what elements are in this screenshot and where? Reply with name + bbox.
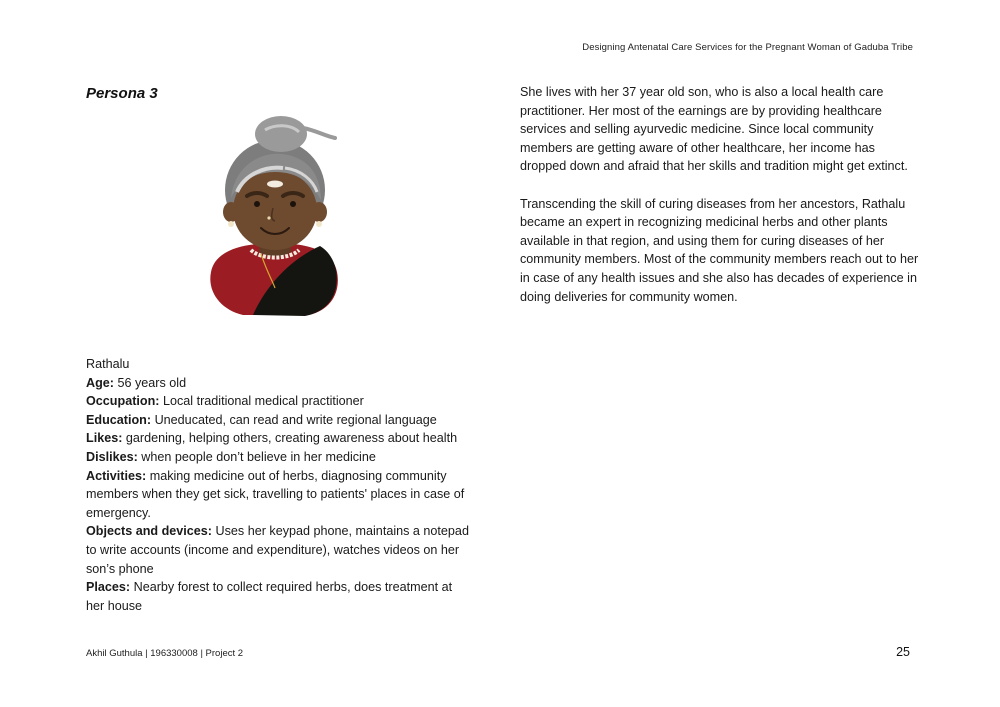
- field-label: Likes:: [86, 431, 123, 446]
- field-value: Local traditional medical practitioner: [159, 394, 364, 409]
- profile-activities: [86, 467, 471, 523]
- field-label: Occupation:: [86, 394, 160, 409]
- profile-places: [86, 578, 471, 615]
- field-label: Education:: [86, 412, 152, 427]
- field-value: gardening, helping others, creating awareness about health: [122, 431, 458, 446]
- field-value: 56 years old: [114, 375, 187, 390]
- page-number: 25: [896, 645, 910, 659]
- profile-age: [86, 374, 471, 393]
- field-label: Objects and devices:: [86, 524, 212, 539]
- persona-name: Rathalu: [86, 357, 130, 371]
- field-value: making medicine out of herbs, diagnosing community members when they get sick, travelling to patients' places in case of emergency.: [86, 468, 465, 520]
- field-label: Age:: [86, 375, 114, 390]
- field-label: Activities:: [86, 468, 147, 483]
- story-paragraph-2: Transcending the skill of curing diseases from her ancestors, Rathalu became an expert in recognizing medicinal herbs and other plants available in that region, and using them for curing diseases of her community members. Most of the community members reach out to her in case of any health issues and she also has decades of experience in doing deliveries for community women.: [520, 196, 919, 304]
- field-label: Dislikes:: [86, 449, 138, 464]
- profile-education: [86, 411, 471, 430]
- profile-likes: [86, 429, 471, 448]
- profile-occupation: [86, 392, 471, 411]
- elderly-woman-illustration-icon: [205, 112, 345, 322]
- field-value: Nearby forest to collect required herbs, does treatment at her house: [86, 580, 453, 613]
- profile-objects-devices: [86, 522, 471, 578]
- story-paragraph-1: She lives with her 37 year old son, who is also a local health care practitioner. Her most of the earnings are by providing healthcare services and selling ayurvedic medicine. Since local community members are getting aware of other healthcare, her income has dropped down and afraid that her skills and tradition might get extinct.: [520, 85, 908, 174]
- footer-credit: Akhil Guthula | 196330008 | Project 2: [86, 648, 244, 659]
- field-value: when people don’t believe in her medicine: [137, 449, 376, 464]
- persona-story: [520, 83, 920, 325]
- profile-dislikes: [86, 448, 471, 467]
- field-label: Places:: [86, 580, 131, 595]
- persona-heading: Persona 3: [86, 85, 158, 102]
- running-header: Designing Antenatal Care Services for the Pregnant Woman of Gaduba Tribe: [582, 42, 913, 53]
- persona-profile: [86, 355, 471, 615]
- field-value: Uneducated, can read and write regional language: [151, 412, 437, 427]
- field-value: Uses her keypad phone, maintains a notepad to write accounts (income and expenditure), watches videos on her son’s phone: [86, 524, 469, 576]
